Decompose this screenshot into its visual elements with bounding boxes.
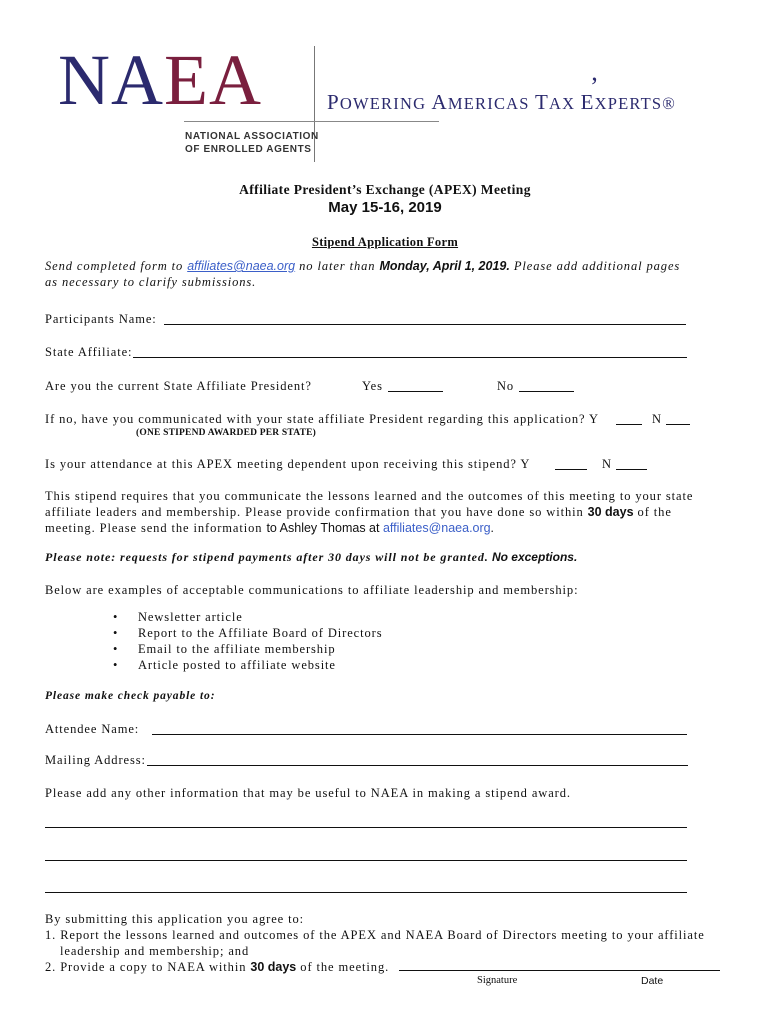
tagline bbox=[327, 90, 676, 115]
naea-logo bbox=[58, 40, 262, 120]
requirement-line3-pre: meeting. Please send the information bbox=[45, 521, 267, 535]
date-label: Date bbox=[641, 975, 664, 987]
agreement-intro: By submitting this application you agree to: bbox=[45, 912, 305, 926]
participant-label: Participants Name: bbox=[45, 312, 157, 326]
tagline-xperts: XPERTS bbox=[594, 94, 663, 113]
signature-label: Signature bbox=[477, 975, 518, 986]
requirement-line3-sans: to Ashley Thomas at bbox=[266, 521, 383, 535]
one-stipend-note: (ONE STIPEND AWARDED PER STATE) bbox=[136, 428, 317, 438]
president-yes-label: Yes bbox=[362, 379, 383, 393]
meeting-dates: May 15-16, 2019 bbox=[328, 199, 442, 216]
intro-paragraph bbox=[45, 258, 735, 290]
intro-deadline: Monday, April 1, 2019. bbox=[379, 259, 510, 273]
requirement-paragraph bbox=[45, 488, 745, 536]
logo-divider-horizontal bbox=[184, 121, 439, 122]
signature-field[interactable] bbox=[399, 970, 720, 971]
payable-label: Please make check payable to: bbox=[45, 690, 216, 702]
logo-subtitle bbox=[185, 130, 319, 156]
meeting-title: Affiliate President’s Exchange (APEX) Meeting bbox=[239, 182, 531, 197]
payment-note bbox=[45, 549, 577, 565]
intro-post: Please add additional pages bbox=[509, 259, 681, 273]
payment-note-emph: No exceptions. bbox=[488, 550, 578, 564]
attendee-name-field[interactable] bbox=[152, 734, 687, 735]
requirement-line2-pre: affiliate leaders and membership. Please provide confirmation that you have done so within bbox=[45, 505, 588, 519]
requirement-line3 bbox=[45, 520, 745, 536]
intro-mid: no later than bbox=[295, 259, 380, 273]
form-title: Stipend Application Form bbox=[311, 235, 459, 249]
president-question: Are you the current State Affiliate President? bbox=[45, 379, 312, 393]
tagline-apostrophe: ’ bbox=[590, 72, 599, 101]
examples-intro: Below are examples of acceptable communications to affiliate leadership and membership: bbox=[45, 583, 579, 597]
mailing-address-label: Mailing Address: bbox=[45, 753, 146, 767]
intro-line2: as necessary to clarify submissions. bbox=[45, 275, 257, 289]
intro-pre: Send completed form to bbox=[45, 259, 188, 273]
tagline-merica: MERICA bbox=[447, 94, 520, 113]
tagline-t: T bbox=[534, 90, 549, 114]
president-no-field[interactable] bbox=[519, 391, 574, 392]
president-no-label: No bbox=[497, 379, 515, 393]
requirement-line1: This stipend requires that you communicate the lessons learned and the outcomes of this meeting to your state bbox=[45, 489, 694, 503]
agreement-item1-line2: leadership and membership; and bbox=[60, 944, 250, 958]
logo-na: NA bbox=[58, 40, 164, 120]
list-item: • Article posted to affiliate website bbox=[113, 657, 382, 673]
communicated-no-field[interactable] bbox=[666, 424, 690, 425]
agreement-item2 bbox=[45, 959, 389, 975]
requirement-days: 30 days bbox=[587, 505, 634, 519]
tagline-e: E bbox=[580, 90, 595, 114]
requirement-email-link[interactable]: affiliates@naea.org bbox=[382, 521, 491, 535]
communicated-yes-field[interactable] bbox=[616, 424, 642, 425]
tagline-ax: AX bbox=[549, 94, 581, 113]
logo-ea: EA bbox=[164, 40, 262, 120]
agreement-item2-post: of the meeting. bbox=[296, 960, 390, 974]
attendee-name-label: Attendee Name: bbox=[45, 722, 140, 736]
intro-email-link[interactable]: affiliates@naea.org bbox=[187, 259, 296, 273]
agreement-item2-days: 30 days bbox=[250, 960, 297, 974]
tagline-p: P bbox=[327, 90, 340, 114]
dependent-yes-field[interactable] bbox=[555, 469, 587, 470]
participant-name-field[interactable] bbox=[164, 324, 686, 325]
list-item: • Email to the affiliate membership bbox=[113, 641, 382, 657]
communicated-question: If no, have you communicated with your state affiliate President regarding this application? Y bbox=[45, 412, 599, 426]
dependent-n-label: N bbox=[602, 457, 612, 471]
dependent-no-field[interactable] bbox=[616, 469, 647, 470]
logo-subtitle-line1: NATIONAL ASSOCIATION bbox=[185, 131, 319, 142]
list-item: • Newsletter article bbox=[113, 609, 382, 625]
agreement-item2-pre: 2. Provide a copy to NAEA within bbox=[45, 960, 251, 974]
list-item: • Report to the Affiliate Board of Directors bbox=[113, 625, 382, 641]
additional-info-line-2[interactable] bbox=[45, 860, 687, 861]
additional-info-label: Please add any other information that may be useful to NAEA in making a stipend award. bbox=[45, 786, 571, 800]
logo-subtitle-line2: OF ENROLLED AGENTS bbox=[185, 144, 312, 155]
intro-line1 bbox=[45, 258, 735, 274]
mailing-address-field[interactable] bbox=[147, 765, 688, 766]
payment-note-text: Please note: requests for stipend payments after 30 days will not be granted. bbox=[45, 550, 489, 564]
communicated-n-label: N bbox=[652, 412, 662, 426]
tagline-s: S bbox=[519, 94, 535, 113]
additional-info-line-1[interactable] bbox=[45, 827, 687, 828]
state-affiliate-field[interactable] bbox=[133, 357, 687, 358]
tagline-owering: OWERING bbox=[339, 94, 432, 113]
tagline-registered: ® bbox=[662, 94, 676, 113]
agreement-item1-line1: 1. Report the lessons learned and outcomes of the APEX and NAEA Board of Directors meeting to your affiliate bbox=[45, 928, 705, 942]
requirement-line2 bbox=[45, 504, 745, 520]
requirement-line3-post: . bbox=[490, 521, 495, 535]
president-yes-field[interactable] bbox=[388, 391, 443, 392]
requirement-line2-post: of the bbox=[633, 505, 672, 519]
state-affiliate-label: State Affiliate: bbox=[45, 345, 133, 359]
tagline-a: A bbox=[431, 90, 448, 114]
examples-list bbox=[113, 609, 382, 673]
dependent-question: Is your attendance at this APEX meeting dependent upon receiving this stipend? Y bbox=[45, 457, 531, 471]
additional-info-line-3[interactable] bbox=[45, 892, 687, 893]
